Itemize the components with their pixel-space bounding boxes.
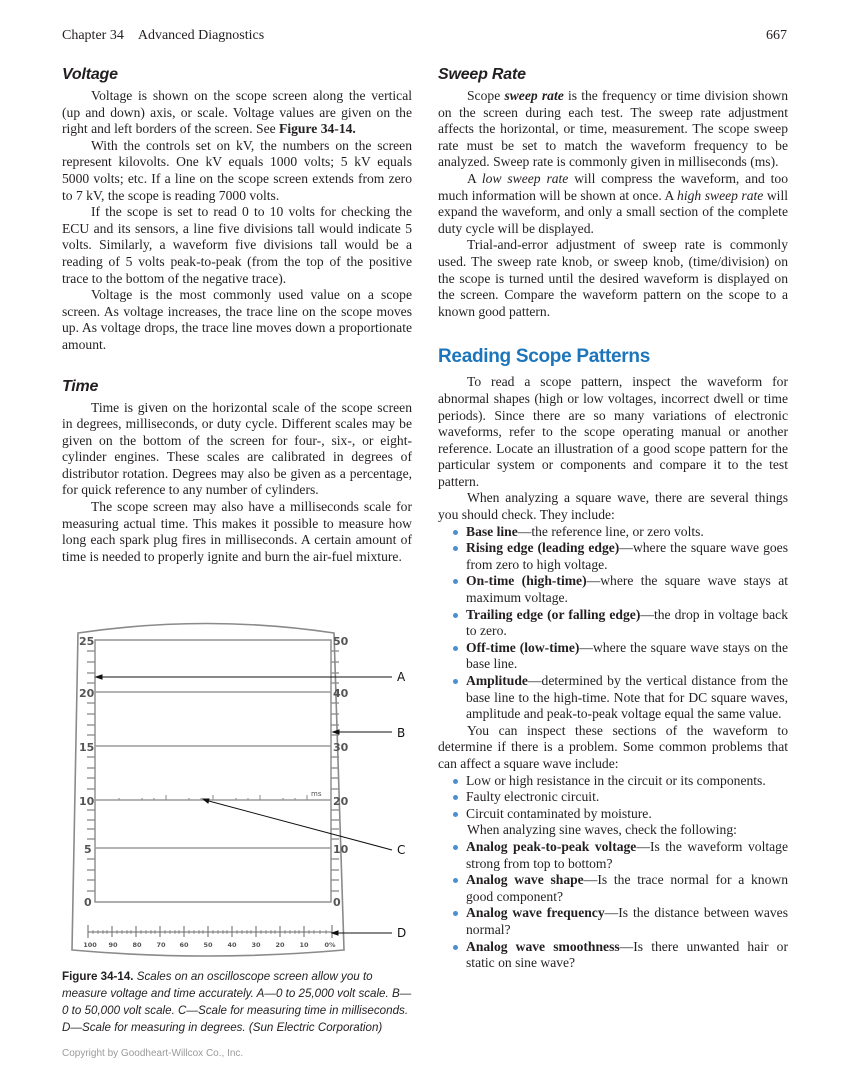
oscilloscope-scale-figure bbox=[62, 620, 432, 960]
list-item: Amplitude—determined by the vertical distance from the base line to the high-time. Note that for DC square waves, amplitude and peak-to-peak voltage equal the same value. bbox=[466, 673, 788, 723]
reading-patterns-paragraph-4: When analyzing sine waves, check the following: bbox=[467, 822, 737, 838]
bullet-icon bbox=[453, 945, 458, 950]
callout-c: C bbox=[397, 843, 406, 857]
left-column bbox=[62, 66, 412, 565]
svg-text:10: 10 bbox=[299, 941, 309, 949]
list-item: Analog wave smoothness—Is there unwanted hair or static on sine wave? bbox=[466, 939, 788, 972]
vertical-scale-ticks bbox=[87, 651, 339, 891]
time-paragraph-2: The scope screen may also have a milliseconds scale for measuring actual time. This makes it possible to measure how long each spark plug fires in milliseconds. A certain amount of time is needed to properly ignite and burn the air-fuel mixture. bbox=[62, 499, 412, 564]
bullet-icon bbox=[453, 646, 458, 651]
svg-text:60: 60 bbox=[179, 941, 189, 949]
square-wave-problems-list bbox=[438, 773, 788, 823]
degree-scale-labels bbox=[83, 941, 336, 949]
sine-wave-checklist bbox=[438, 839, 788, 972]
key-term-sweep-rate: sweep rate bbox=[504, 88, 564, 103]
reading-patterns-paragraph-2: When analyzing a square wave, there are several things you should check. They include: bbox=[438, 490, 788, 523]
sweep-rate-paragraph-2: A low sweep rate will compress the waveform, and too much information will be shown at once. A high sweep rate will expand the waveform, and only a small section of the complete duty cycle will be displayed. bbox=[438, 170, 788, 236]
bullet-icon bbox=[453, 546, 458, 551]
svg-text:40: 40 bbox=[227, 941, 237, 949]
list-item: Rising edge (leading edge)—where the square wave goes from zero to high voltage. bbox=[466, 540, 788, 573]
svg-text:25: 25 bbox=[79, 635, 95, 648]
reading-patterns-paragraph-1: To read a scope pattern, inspect the waveform for abnormal shapes (high or low voltages, incorrect dwell or time periods). Since there are so many variations of electronic waveforms, refer to the scope operating manual or another reference. Locate an illustration of a good scope pattern for the particular system or components and compare it to the test pattern. bbox=[438, 374, 788, 489]
scope-screen-illustration bbox=[62, 620, 432, 960]
voltage-paragraph-3: If the scope is set to read 0 to 10 volts for checking the ECU and its sensors, a line five divisions tall would indicate 5 volts. Similarly, a waveform five divisions tall would be a reading of 5 volts peak-to-peak (from the top of the positive trace to the bottom of the negative trace). bbox=[62, 204, 412, 286]
svg-text:50: 50 bbox=[333, 635, 349, 648]
callout-labels bbox=[397, 670, 406, 940]
voltage-heading: Voltage bbox=[62, 66, 118, 83]
svg-text:40: 40 bbox=[333, 687, 349, 700]
reading-patterns-paragraph-3: You can inspect these sections of the waveform to determine if there is a problem. Some common problems that can affect a square wave include: bbox=[438, 722, 788, 771]
list-item: Analog peak-to-peak voltage—Is the waveform voltage strong from top to bottom? bbox=[466, 839, 788, 872]
figure-label: Figure 34-14. bbox=[62, 970, 134, 983]
running-head-left bbox=[62, 28, 264, 44]
svg-text:15: 15 bbox=[79, 741, 95, 754]
bullet-icon bbox=[453, 613, 458, 618]
svg-text:50: 50 bbox=[203, 941, 213, 949]
list-item: Low or high resistance in the circuit or its components. bbox=[466, 773, 788, 790]
scope-bezel bbox=[72, 624, 344, 957]
scope-grid-border bbox=[95, 640, 331, 902]
callout-b: B bbox=[397, 726, 406, 740]
copyright-notice: Copyright by Goodheart-Willcox Co., Inc. bbox=[62, 1048, 244, 1059]
square-wave-checklist bbox=[438, 524, 788, 723]
bullet-icon bbox=[453, 779, 458, 784]
reading-scope-patterns-heading: Reading Scope Patterns bbox=[438, 346, 650, 368]
callout-a: A bbox=[397, 670, 406, 684]
list-item: Trailing edge (or falling edge)—the drop in voltage back to zero. bbox=[466, 607, 788, 640]
chapter-title: Advanced Diagnostics bbox=[137, 28, 265, 43]
svg-text:70: 70 bbox=[156, 941, 166, 949]
svg-text:0: 0 bbox=[333, 896, 341, 909]
svg-text:20: 20 bbox=[333, 795, 349, 808]
voltage-paragraph-2: With the controls set on kV, the numbers on the screen represent kilovolts. One kV equals 1000 volts; 5 kV equals 5000 volts; etc. If a line on the scope screen extends from zero to 7 kV, the scope is reading 7000 volts. bbox=[62, 137, 412, 203]
svg-text:10: 10 bbox=[333, 843, 349, 856]
list-item: Faulty electronic circuit. bbox=[466, 789, 788, 806]
svg-text:0%: 0% bbox=[324, 941, 336, 949]
svg-text:30: 30 bbox=[251, 941, 261, 949]
svg-text:80: 80 bbox=[132, 941, 142, 949]
svg-text:0: 0 bbox=[84, 896, 92, 909]
chapter-label: Chapter 34 bbox=[62, 28, 124, 43]
sweep-rate-heading: Sweep Rate bbox=[438, 66, 526, 83]
ms-label: ms bbox=[311, 790, 322, 798]
callout-d: D bbox=[397, 926, 407, 940]
list-item: Off-time (low-time)—where the square wave stays on the base line. bbox=[466, 640, 788, 673]
bullet-icon bbox=[453, 795, 458, 800]
svg-text:10: 10 bbox=[79, 795, 95, 808]
ms-scale-ticks bbox=[119, 795, 307, 800]
bullet-icon bbox=[453, 579, 458, 584]
time-heading: Time bbox=[62, 377, 99, 395]
bullet-icon bbox=[453, 845, 458, 850]
svg-text:90: 90 bbox=[108, 941, 118, 949]
figure-reference: Figure 34-14. bbox=[279, 121, 356, 137]
voltage-paragraph-4: Voltage is the most commonly used value on a scope screen. As voltage increases, the trace line on the scope moves up. As voltage drops, the trace line moves down a proportionate amount. bbox=[62, 287, 412, 352]
figure-caption bbox=[62, 968, 414, 1036]
bullet-icon bbox=[453, 878, 458, 883]
sweep-rate-paragraph-1: Scope sweep rate is the frequency or time division shown on the screen during each test. The sweep rate adjustment affects the horizontal, or time, measurement. The scope sweep rate must be set to match the waveform frequency to be analyzed. Sweep rate is commonly given in milliseconds (ms). bbox=[438, 88, 788, 170]
time-paragraph-1: Time is given on the horizontal scale of the scope screen in degrees, milliseconds, or duty cycle. Different scales may be given on the bottom of the screen for four-, six-, or eight-cylinder engines. These scales are calibrated in degrees of distributor rotation. Degrees may also be given as a percentage, for quick reference to any number of cylinders. bbox=[62, 399, 412, 498]
page-number: 667 bbox=[766, 28, 787, 43]
list-item: Base line—the reference line, or zero volts. bbox=[466, 524, 788, 541]
right-column bbox=[438, 66, 788, 972]
bullet-icon bbox=[453, 812, 458, 817]
bullet-icon bbox=[453, 911, 458, 916]
left-voltage-scale bbox=[79, 635, 95, 909]
figure-caption-text: Scales on an oscilloscope screen allow you to measure voltage and time accurately. A—0 to 25,000 volt scale. B—0 to 50,000 volt scale. C—Scale for measuring time in milliseconds. D—Scale for measuring in degrees. (Sun Electric Corporation) bbox=[62, 970, 412, 1034]
svg-text:30: 30 bbox=[333, 741, 349, 754]
bullet-icon bbox=[453, 679, 458, 684]
svg-text:20: 20 bbox=[275, 941, 285, 949]
voltage-paragraph-1: Voltage is shown on the scope screen along the vertical (up and down) axis, or scale. Voltage values are given on the right and left borders of the screen. See Figure 34-14. bbox=[62, 88, 412, 137]
svg-text:5: 5 bbox=[84, 843, 92, 856]
svg-text:20: 20 bbox=[79, 687, 95, 700]
sweep-rate-paragraph-3: Trial-and-error adjustment of sweep rate is commonly used. The sweep rate knob, or sweep knob, (time/division) on the scope is turned until the desired waveform is displayed on the screen. Compare the waveform pattern on the scope to a known good pattern. bbox=[438, 237, 788, 319]
bullet-icon bbox=[453, 530, 458, 535]
list-item: Analog wave frequency—Is the distance between waves normal? bbox=[466, 905, 788, 938]
list-item: On-time (high-time)—where the square wave stays at maximum voltage. bbox=[466, 573, 788, 606]
list-item: Analog wave shape—Is the trace normal for a known good component? bbox=[466, 872, 788, 905]
svg-text:100: 100 bbox=[83, 941, 97, 949]
list-item: Circuit contaminated by moisture. bbox=[466, 806, 788, 823]
